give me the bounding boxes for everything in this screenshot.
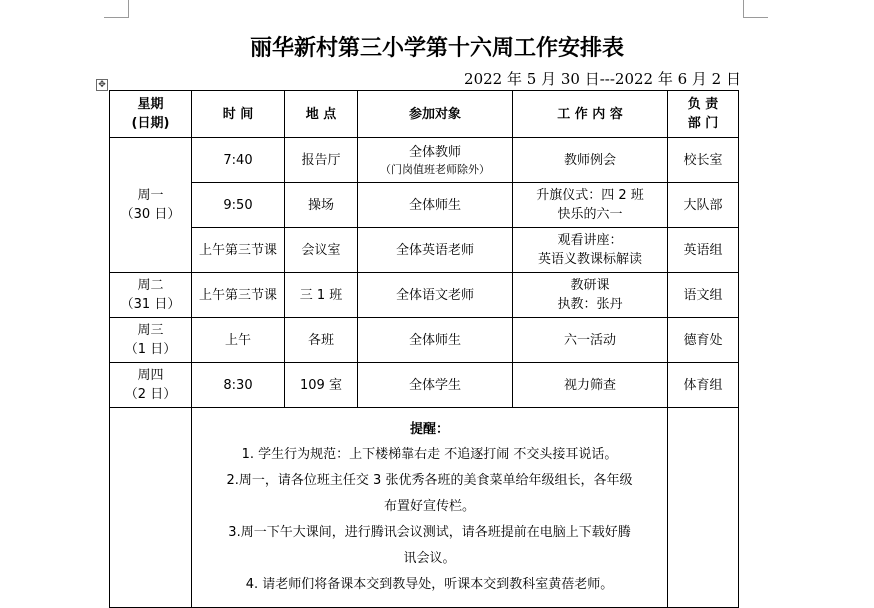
content-cell: 六一活动 [513, 318, 668, 363]
dept-cell: 语文组 [668, 273, 739, 318]
crop-mark [743, 17, 768, 18]
day-cell-tuesday: 周二 （31 日） [110, 273, 192, 318]
place-cell: 三 1 班 [285, 273, 358, 318]
header-dept: 负 责 部 门 [668, 91, 739, 138]
header-participants: 参加对象 [358, 91, 513, 138]
schedule-table [109, 90, 739, 608]
place-cell: 各班 [285, 318, 358, 363]
participants-cell: 全体教师 （门岗值班老师除外） [358, 138, 513, 183]
table-row [110, 138, 739, 183]
participants-cell: 全体语文老师 [358, 273, 513, 318]
header-time: 时 间 [192, 91, 285, 138]
place-cell: 操场 [285, 183, 358, 228]
reminder-item: 2.周一，请各位班主任交 3 张优秀各班的美食菜单给年级组长，各年级 [226, 472, 633, 488]
crop-mark [128, 0, 129, 18]
crop-mark [743, 0, 744, 18]
content-cell: 视力筛查 [513, 363, 668, 408]
reminder-item: 1. 学生行为规范：上下楼梯靠右走 不追逐打闹 不交头接耳说话。 [241, 446, 618, 462]
crop-mark [104, 17, 129, 18]
content-cell: 教师例会 [513, 138, 668, 183]
time-cell: 上午第三节课 [192, 228, 285, 273]
time-cell: 7:40 [192, 138, 285, 183]
reminders-title: 提醒： [409, 421, 449, 437]
table-move-handle-icon[interactable]: ✥ [96, 79, 108, 91]
reminder-item: 3.周一下午大课间，进行腾讯会议测试，请各班提前在电脑上下载好腾 [228, 524, 631, 540]
participants-cell: 全体英语老师 [358, 228, 513, 273]
dept-cell: 德育处 [668, 318, 739, 363]
dept-cell: 校长室 [668, 138, 739, 183]
header-row [110, 91, 739, 138]
reminders-row [110, 408, 739, 608]
time-cell: 9:50 [192, 183, 285, 228]
table-row [110, 363, 739, 408]
dept-cell: 英语组 [668, 228, 739, 273]
date-range: 2022 年 5 月 30 日---2022 年 6 月 2 日 [464, 70, 741, 88]
table-row [110, 228, 739, 273]
participants-cell: 全体师生 [358, 318, 513, 363]
reminders-cell [192, 408, 668, 608]
participants-cell: 全体师生 [358, 183, 513, 228]
reminder-item: 讯会议。 [403, 550, 456, 566]
place-cell: 报告厅 [285, 138, 358, 183]
table-row [110, 183, 739, 228]
time-cell: 上午 [192, 318, 285, 363]
reminder-item: 4. 请老师们将备课本交到教导处，听课本交到教科室黄蓓老师。 [245, 576, 614, 592]
table-row [110, 273, 739, 318]
reminders-left-blank [110, 408, 192, 608]
content-cell: 教研课 执教：张丹 [513, 273, 668, 318]
day-cell-monday: 周一 （30 日） [110, 138, 192, 273]
time-cell: 上午第三节课 [192, 273, 285, 318]
day-cell-wednesday: 周三 （1 日） [110, 318, 192, 363]
place-cell: 会议室 [285, 228, 358, 273]
dept-cell: 体育组 [668, 363, 739, 408]
content-cell: 升旗仪式：四 2 班 快乐的六一 [513, 183, 668, 228]
time-cell: 8:30 [192, 363, 285, 408]
header-day: 星期 (日期) [110, 91, 192, 138]
content-cell: 观看讲座： 英语义教课标解读 [513, 228, 668, 273]
document-title: 丽华新村第三小学第十六周工作安排表 [249, 35, 624, 61]
header-place: 地 点 [285, 91, 358, 138]
place-cell: 109 室 [285, 363, 358, 408]
table-row [110, 318, 739, 363]
day-cell-thursday: 周四 （2 日） [110, 363, 192, 408]
participants-cell: 全体学生 [358, 363, 513, 408]
reminders-right-blank [668, 408, 739, 608]
header-content: 工 作 内 容 [513, 91, 668, 138]
reminder-item: 布置好宣传栏。 [383, 498, 475, 514]
dept-cell: 大队部 [668, 183, 739, 228]
